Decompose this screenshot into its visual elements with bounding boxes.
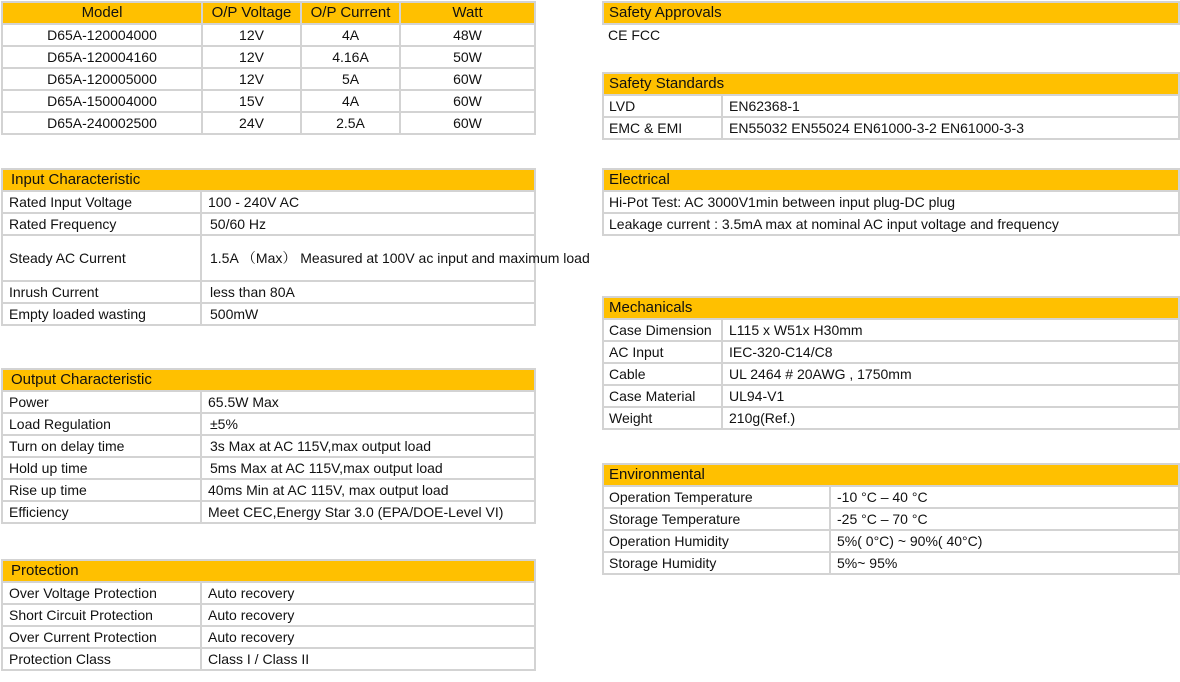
spec-label: Rise up time: [2, 479, 201, 501]
table-row: [2, 46, 535, 68]
spec-value: CE FCC: [608, 27, 661, 43]
spec-label: LVD: [603, 95, 722, 117]
electrical-table: [602, 168, 1180, 236]
spec-value: Hi-Pot Test: AC 3000V1min between input plug-DC plug: [603, 191, 1179, 213]
current-cell: 4A: [301, 90, 400, 112]
safety-approvals-table: [602, 1, 1180, 45]
table-row: [2, 281, 535, 303]
current-cell: 4.16A: [301, 46, 400, 68]
spec-value: L115 x W51x H30mm: [722, 319, 1179, 341]
spec-value: ±5%: [201, 413, 535, 435]
spec-label: Load Regulation: [2, 413, 201, 435]
current-cell: 5A: [301, 68, 400, 90]
table-row: [603, 552, 1179, 574]
table-row: [2, 435, 535, 457]
section-title-input: Input Characteristic: [2, 169, 535, 191]
table-row: [2, 604, 535, 626]
watt-cell: 60W: [400, 68, 535, 90]
table-row: [603, 486, 1179, 508]
table-row: [2, 191, 535, 213]
spec-label: Weight: [603, 407, 722, 429]
spec-label: Efficiency: [2, 501, 201, 523]
section-title-protection: Protection: [2, 560, 535, 582]
spec-value: Auto recovery: [201, 582, 535, 604]
table-row: [2, 68, 535, 90]
spec-value: 5%~ 95%: [830, 552, 1179, 574]
table-row: [2, 90, 535, 112]
spec-label: Case Dimension: [603, 319, 722, 341]
spec-value: Class I / Class II: [201, 648, 535, 670]
voltage-cell: 15V: [202, 90, 301, 112]
protection-table: [1, 559, 536, 671]
spec-value: -25 °C – 70 °C: [830, 508, 1179, 530]
table-row: [2, 626, 535, 648]
table-row: [603, 24, 1179, 45]
table-row: [2, 24, 535, 46]
model-cell: D65A-240002500: [2, 112, 202, 134]
spec-value: 65.5W Max: [201, 391, 535, 413]
section-title-output: Output Characteristic: [2, 369, 535, 391]
spec-label: Over Current Protection: [2, 626, 201, 648]
table-row: [603, 530, 1179, 552]
table-row: [603, 407, 1179, 429]
spec-label: Operation Humidity: [603, 530, 830, 552]
spec-value: 5%( 0°C) ~ 90%( 40°C): [830, 530, 1179, 552]
model-cell: D65A-120004160: [2, 46, 202, 68]
spec-label: Case Material: [603, 385, 722, 407]
spec-label: Storage Temperature: [603, 508, 830, 530]
section-title-electrical: Electrical: [603, 169, 1179, 191]
table-row: [2, 582, 535, 604]
spec-label: Short Circuit Protection: [2, 604, 201, 626]
table-row: [603, 319, 1179, 341]
spec-label: Inrush Current: [2, 281, 201, 303]
column-header-voltage: O/P Voltage: [202, 2, 301, 24]
table-row: [603, 385, 1179, 407]
current-cell: 4A: [301, 24, 400, 46]
spec-value: Leakage current : 3.5mA max at nominal AC input voltage and frequency: [603, 213, 1179, 235]
voltage-cell: 12V: [202, 24, 301, 46]
table-row: [603, 117, 1179, 139]
column-header-current: O/P Current: [301, 2, 400, 24]
table-row: [603, 363, 1179, 385]
section-title-environmental: Environmental: [603, 464, 1179, 486]
table-row: [603, 341, 1179, 363]
voltage-cell: 24V: [202, 112, 301, 134]
spec-value: Meet CEC,Energy Star 3.0 (EPA/DOE-Level VI): [201, 501, 535, 523]
spec-label: Rated Input Voltage: [2, 191, 201, 213]
table-row: [2, 648, 535, 670]
spec-value: 5ms Max at AC 115V,max output load: [201, 457, 535, 479]
voltage-cell: 12V: [202, 68, 301, 90]
watt-cell: 48W: [400, 24, 535, 46]
table-row: [603, 508, 1179, 530]
spec-label: EMC & EMI: [603, 117, 722, 139]
table-row: [2, 213, 535, 235]
spec-label: Turn on delay time: [2, 435, 201, 457]
section-title-mechanicals: Mechanicals: [603, 297, 1179, 319]
spec-value: 50/60 Hz: [201, 213, 535, 235]
table-row: [2, 501, 535, 523]
column-header-model: Model: [2, 2, 202, 24]
model-cell: D65A-120004000: [2, 24, 202, 46]
spec-value: less than 80A: [201, 281, 535, 303]
safety-standards-table: [602, 72, 1180, 140]
table-row: [2, 303, 535, 325]
voltage-cell: 12V: [202, 46, 301, 68]
mechanicals-table: [602, 296, 1180, 430]
current-cell: 2.5A: [301, 112, 400, 134]
watt-cell: 60W: [400, 90, 535, 112]
spec-label: Storage Humidity: [603, 552, 830, 574]
spec-label: Empty loaded wasting: [2, 303, 201, 325]
section-title-safety-approvals: Safety Approvals: [603, 2, 1179, 24]
spec-label: Power: [2, 391, 201, 413]
spec-value: 210g(Ref.): [722, 407, 1179, 429]
watt-cell: 50W: [400, 46, 535, 68]
model-table-header-row: [2, 2, 535, 24]
spec-value: UL94-V1: [722, 385, 1179, 407]
spec-label: AC Input: [603, 341, 722, 363]
input-characteristic-table: [1, 168, 590, 326]
model-cell: D65A-150004000: [2, 90, 202, 112]
table-row: [603, 191, 1179, 213]
spec-value: 100 - 240V AC: [201, 191, 535, 213]
spec-value: EN55032 EN55024 EN61000-3-2 EN61000-3-3: [722, 117, 1179, 139]
table-row: [2, 112, 535, 134]
table-row: [2, 235, 535, 281]
spec-label: Rated Frequency: [2, 213, 201, 235]
table-row: [603, 213, 1179, 235]
spec-value: -10 °C – 40 °C: [830, 486, 1179, 508]
spec-value: IEC-320-C14/C8: [722, 341, 1179, 363]
spec-value: Auto recovery: [201, 604, 535, 626]
spec-value: Auto recovery: [201, 626, 535, 648]
spec-value: 1.5A （Max） Measured at 100V ac input and maximum load: [201, 235, 535, 281]
table-row: [2, 479, 535, 501]
output-characteristic-table: [1, 368, 536, 524]
model-table: [1, 1, 536, 135]
spec-label: Over Voltage Protection: [2, 582, 201, 604]
table-row: [2, 413, 535, 435]
spec-label: Cable: [603, 363, 722, 385]
spec-label: Protection Class: [2, 648, 201, 670]
watt-cell: 60W: [400, 112, 535, 134]
spec-value: 3s Max at AC 115V,max output load: [201, 435, 535, 457]
spec-value: EN62368-1: [722, 95, 1179, 117]
spec-label: Operation Temperature: [603, 486, 830, 508]
spec-value: 500mW: [201, 303, 535, 325]
spec-value: UL 2464 # 20AWG , 1750mm: [722, 363, 1179, 385]
environmental-table: [602, 463, 1180, 575]
model-cell: D65A-120005000: [2, 68, 202, 90]
section-title-safety-standards: Safety Standards: [603, 73, 1179, 95]
spec-label: Hold up time: [2, 457, 201, 479]
table-row: [2, 457, 535, 479]
spec-value: 40ms Min at AC 115V, max output load: [201, 479, 535, 501]
table-row: [603, 95, 1179, 117]
table-row: [2, 391, 535, 413]
spec-label: Steady AC Current: [2, 235, 201, 281]
column-header-watt: Watt: [400, 2, 535, 24]
